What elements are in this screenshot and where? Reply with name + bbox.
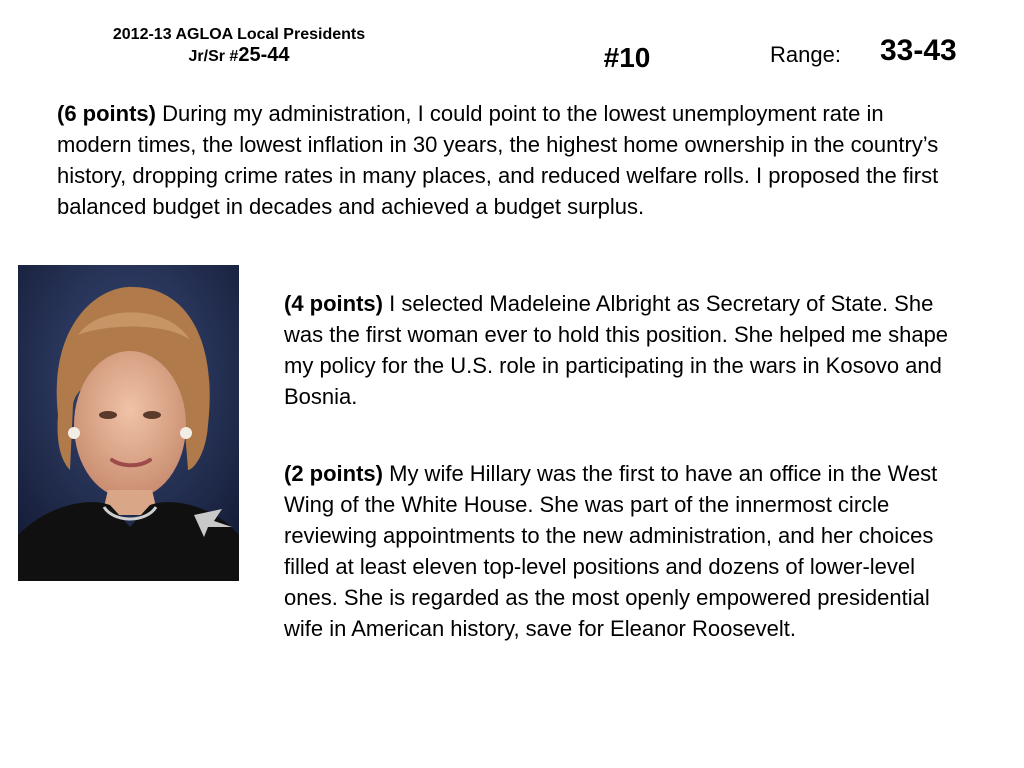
portrait-right-earring (180, 427, 192, 439)
header-line2 (40, 45, 438, 67)
clue-text: During my administration, I could point to the lowest unemployment rate in modern times, the lowest inflation in 30 years, the highest home ownership in the country’s history, dropping crime rates in many places, and reduced welfare rolls. I proposed the first balanced budget in decades and achieved a budget surplus. (57, 101, 939, 219)
clue-text: I selected Madeleine Albright as Secretary of State. She was the first woman ever to hold this position. She helped me shape my policy for the U.S. role in participating in the wars in Kosovo and Bosnia. (284, 291, 949, 409)
portrait-face (74, 351, 186, 499)
header-line1: 2012-13 AGLOA Local Presidents (112, 26, 366, 43)
portrait-photo (18, 265, 239, 581)
portrait-right-eye (143, 411, 161, 419)
clue-4-points (284, 288, 964, 412)
header-line2-prefix: Jr/Sr # (188, 48, 239, 65)
header-title (40, 24, 438, 67)
clue-points-label: (6 points) (57, 101, 156, 126)
clue-2-points (284, 458, 964, 644)
clue-points-label: (2 points) (284, 461, 383, 486)
clue-points-label: (4 points) (284, 291, 383, 316)
clue-6-points (57, 98, 962, 222)
slide-number: #10 (603, 42, 651, 73)
clue-text: My wife Hillary was the first to have an office in the West Wing of the White House. She was part of the innermost circle reviewing appointments to the new administration, and her choices filled at least eleven top-level positions and dozens of lower-level ones. She is regarded as the most openly empowered presidential wife in American history, save for Eleanor Roosevelt. (284, 461, 938, 641)
portrait-left-eye (99, 411, 117, 419)
portrait-left-earring (68, 427, 80, 439)
range-label: Range: (770, 42, 841, 67)
header-line2-number: 25-44 (238, 44, 290, 66)
range-value: 33-43 (880, 34, 957, 67)
